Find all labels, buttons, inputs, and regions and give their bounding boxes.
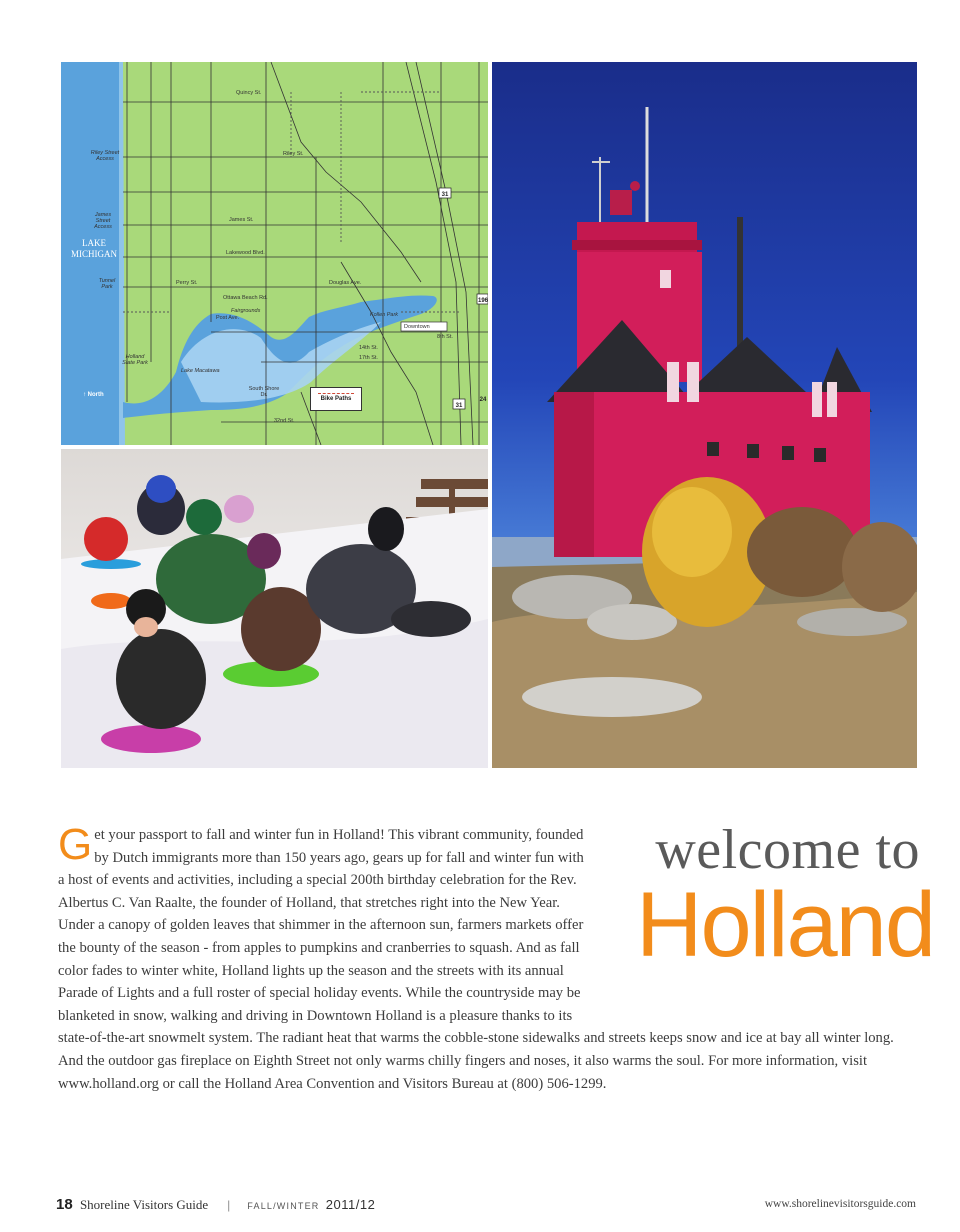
svg-text:31: 31 (441, 192, 449, 198)
map-access-label: Riley Street Access (90, 150, 120, 162)
map-street-label: Riley St. (283, 151, 304, 157)
sledding-kids-photo (61, 449, 488, 768)
map-street-label: 32nd St. (274, 418, 295, 424)
footer-separator: | (227, 1197, 231, 1212)
drop-cap: G (58, 820, 93, 869)
map-street-label: Quincy St. (236, 90, 262, 96)
map-street-label: Fairgrounds (231, 308, 261, 314)
headline-welcome-to: welcome to (655, 819, 920, 881)
map-lake-macatawa-label: Lake Macatawa (181, 368, 220, 374)
map-street-label: Perry St. (176, 280, 198, 286)
bike-path-swatch (318, 393, 354, 394)
map-street-label: 8th St. (437, 334, 453, 340)
headline-holland: Holland (636, 874, 934, 976)
article-paragraph: et your passport to fall and winter fun in Holland! This vibrant community, founded by Dutch immigrants more than 150 years ago, gears up for fall and winter fun with a host of events and activities, including a special 200th birthday celebration for the Rev. Albertus C. Van Raalte, the founder of Holland, that stretches right into the New Year. Under a canopy of golden leaves that shimmer in the afternoon sun, farmers markets offer the bounty of the season - from apples to pumpkins and cranberries to squash. And as fall color fades to winter white, Holland lights up the season and the streets with its annual Parade of Lights and a full roster of special holiday events. While the countryside may be blanketed in snow, walking and driving in Downtown Holland is a pleasure thanks to its state-of-the-art snowmelt system. The radiant heat that warms the cobble-stone sidewalks and streets keeps snow and ice at bay all winter long. And the outdoor gas fireplace on Eighth Street not only warms chilly fingers and noses, it also warms the soul. For more information, visit www.holland.org or call the Holland Area Convention and Visitors Bureau at (800) 506-1299. (58, 827, 894, 1092)
map-street-label: James St. (229, 217, 254, 223)
lake-michigan-label: LAKE MICHIGAN (71, 238, 117, 259)
holland-area-map (61, 62, 488, 445)
map-street-label: Post Ave. (216, 315, 240, 321)
north-label: North (87, 392, 104, 398)
map-street-label: Lakewood Blvd. (226, 250, 265, 256)
map-park-label: Tunnel Park (98, 278, 116, 290)
article-body (58, 820, 916, 1095)
website-link[interactable]: www.shorelinevisitorsguide.com (764, 1198, 916, 1210)
page-footer (56, 1196, 916, 1218)
svg-text:196: 196 (477, 298, 488, 304)
headline-wrap-space (591, 824, 916, 1024)
bike-legend-label: Bike Paths (320, 396, 352, 402)
map-access-label: James Street Access (94, 212, 112, 230)
map-downtown-label: Downtown (404, 324, 430, 330)
big-red-lighthouse-photo (492, 62, 917, 768)
issue-year: 2011/12 (325, 1197, 376, 1212)
bike-paths-legend (310, 387, 362, 411)
map-park-label: Holland State Park (122, 354, 148, 366)
svg-text:24: 24 (479, 397, 487, 403)
issue-season: FALL/WINTER (247, 1201, 320, 1211)
publication-name: Shoreline Visitors Guide (79, 1197, 209, 1212)
svg-text:31: 31 (455, 403, 463, 409)
north-arrow: ↑ North (83, 392, 104, 398)
map-street-label: 17th St. (359, 355, 378, 361)
map-street-label: Ottawa Beach Rd. (223, 295, 268, 301)
page-number: 18 (56, 1196, 73, 1213)
map-street-label: South Shore Dr. (248, 386, 280, 398)
map-park-label: Kollen Park (369, 312, 399, 318)
map-street-label: 14th St. (359, 345, 378, 351)
map-street-label: Douglas Ave. (329, 280, 362, 286)
